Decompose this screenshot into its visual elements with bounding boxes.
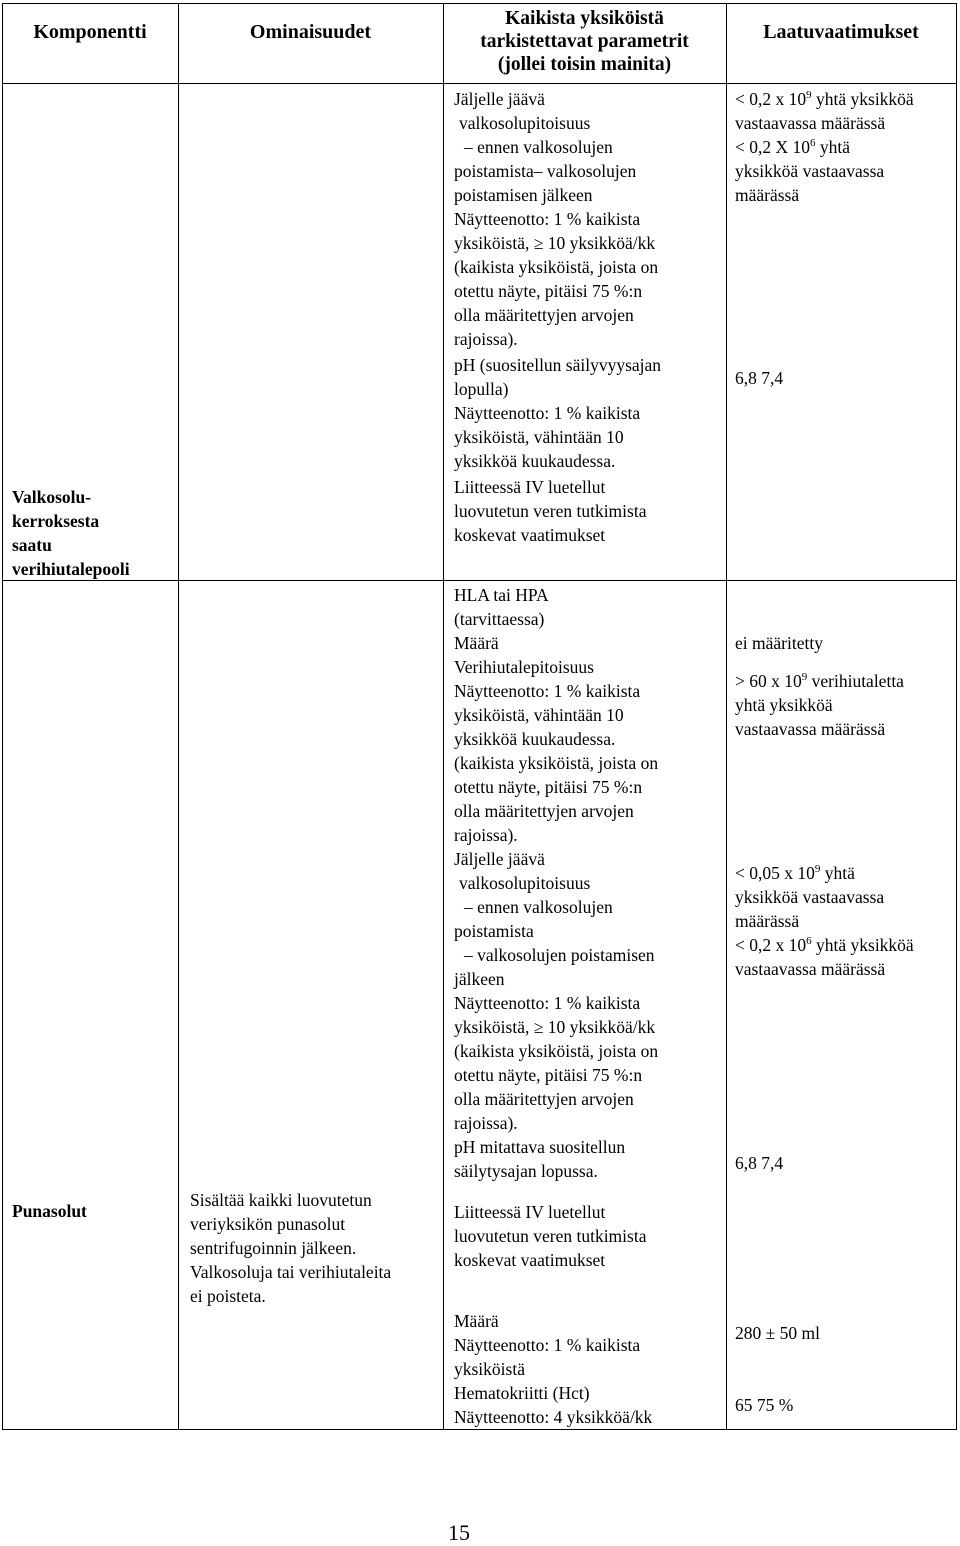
param-line: lopulla) bbox=[454, 379, 509, 399]
row-divider bbox=[2, 580, 957, 581]
param-line: Näytteenotto: 1 % kaikista bbox=[454, 403, 641, 423]
param-line: Hematokriitti (Hct) bbox=[454, 1383, 590, 1403]
quality-text: < 0,05 x 10 bbox=[735, 863, 815, 883]
property-line: veriyksikön punasolut bbox=[190, 1214, 346, 1234]
red-cells-parameters bbox=[454, 583, 658, 1183]
quality-line bbox=[735, 87, 914, 111]
param-line: olla määritettyjen arvojen bbox=[454, 1089, 634, 1109]
platelet-pool-ph-parameter bbox=[454, 353, 661, 473]
param-line: poistamista– valkosolujen bbox=[454, 161, 637, 181]
quality-text: yhtä bbox=[815, 137, 851, 157]
property-line: sentrifugoinnin jälkeen. bbox=[190, 1238, 357, 1258]
table-bottom-border bbox=[2, 1429, 957, 1430]
component-line: verihiutalepooli bbox=[12, 559, 130, 579]
property-line: ei poisteta. bbox=[190, 1286, 266, 1306]
param-line: luovutetun veren tutkimista bbox=[454, 501, 647, 521]
red-cells-hct-quality bbox=[735, 1393, 793, 1417]
quality-line: yhtä yksikköä bbox=[735, 695, 833, 715]
property-line: Sisältää kaikki luovutetun bbox=[190, 1190, 372, 1210]
header-component bbox=[2, 21, 178, 44]
quality-line: vastaavassa määrässä bbox=[735, 719, 886, 739]
quality-line bbox=[735, 933, 914, 957]
quality-text: 65 75 % bbox=[735, 1395, 794, 1415]
param-line: – ennen valkosolujen bbox=[464, 137, 613, 157]
param-line: otettu näyte, pitäisi 75 %:n bbox=[454, 1065, 643, 1085]
param-line: poistamisen jälkeen bbox=[454, 185, 593, 205]
component-text: Punasolut bbox=[12, 1201, 87, 1221]
exponent: 9 bbox=[801, 671, 808, 683]
param-line: Näytteenotto: 1 % kaikista bbox=[454, 1335, 641, 1355]
param-line: Jäljelle jäävä bbox=[454, 89, 545, 109]
param-line: koskevat vaatimukset bbox=[454, 525, 606, 545]
param-line: Näytteenotto: 1 % kaikista bbox=[454, 681, 641, 701]
quality-line bbox=[735, 135, 914, 159]
platelet-pool-annex-parameter bbox=[454, 475, 646, 547]
platelet-pool-component bbox=[12, 485, 130, 581]
quality-text: < 0,2 X 10 bbox=[735, 137, 811, 157]
quality-text: yhtä yksikköä bbox=[811, 935, 914, 955]
quality-line: määrässä bbox=[735, 911, 800, 931]
quality-text: 6,8 7,4 bbox=[735, 1153, 784, 1173]
quality-line bbox=[735, 669, 904, 693]
param-line: Näytteenotto: 1 % kaikista bbox=[454, 209, 641, 229]
exponent: 6 bbox=[806, 935, 812, 947]
component-line: Valkosolu- bbox=[12, 487, 92, 507]
param-line: rajoissa). bbox=[454, 329, 518, 349]
quality-text: < 0,2 x 10 bbox=[735, 89, 807, 109]
param-line: rajoissa). bbox=[454, 825, 518, 845]
red-cells-annex-parameter bbox=[454, 1200, 646, 1272]
header-quality-text: Laatuvaatimukset bbox=[763, 21, 919, 43]
param-line: yksiköistä bbox=[454, 1359, 525, 1379]
header-parameters-line: (jollei toisin mainita) bbox=[497, 54, 672, 75]
param-line: poistamista bbox=[454, 921, 534, 941]
quality-text: ei määritetty bbox=[735, 633, 823, 653]
param-line: (kaikista yksiköistä, joista on bbox=[454, 1041, 659, 1061]
quality-text: 6,8 7,4 bbox=[735, 368, 784, 388]
param-line: – ennen valkosolujen bbox=[464, 897, 613, 917]
quality-text: 280 ± 50 ml bbox=[735, 1323, 820, 1343]
column-divider-1 bbox=[178, 3, 179, 1430]
column-divider-3 bbox=[726, 3, 727, 1430]
param-line: yksiköistä, vähintään 10 bbox=[454, 427, 624, 447]
param-line: (kaikista yksiköistä, joista on bbox=[454, 257, 659, 277]
param-line: rajoissa). bbox=[454, 1113, 518, 1133]
red-cells-wbc-quality bbox=[735, 861, 914, 981]
param-line: otettu näyte, pitäisi 75 %:n bbox=[454, 777, 643, 797]
platelet-pool-ph-quality bbox=[735, 366, 783, 390]
header-parameters bbox=[443, 7, 726, 76]
param-line: valkosolupitoisuus bbox=[459, 113, 591, 133]
param-line: säilytysajan lopussa. bbox=[454, 1161, 598, 1181]
header-parameters-line: tarkistettavat parametrit bbox=[480, 31, 689, 52]
quality-line: vastaavassa määrässä bbox=[735, 959, 886, 979]
red-cells-properties bbox=[190, 1188, 391, 1308]
param-line: Liitteessä IV luetellut bbox=[454, 1202, 606, 1222]
quality-line: määrässä bbox=[735, 185, 800, 205]
page-number: 15 bbox=[448, 1520, 470, 1545]
param-line: – valkosolujen poistamisen bbox=[464, 945, 655, 965]
table-top-border bbox=[2, 3, 957, 4]
quality-text: > 60 x 10 bbox=[735, 671, 802, 691]
red-cells-volume-quality bbox=[735, 1321, 820, 1345]
param-line: yksiköistä, vähintään 10 bbox=[454, 705, 624, 725]
param-line: otettu näyte, pitäisi 75 %:n bbox=[454, 281, 643, 301]
quality-line bbox=[735, 861, 914, 885]
header-quality bbox=[726, 21, 956, 44]
param-line: (kaikista yksiköistä, joista on bbox=[454, 753, 659, 773]
param-line: jälkeen bbox=[454, 969, 505, 989]
param-line: valkosolupitoisuus bbox=[459, 873, 591, 893]
quality-text: yhtä bbox=[820, 863, 855, 883]
param-line: Määrä bbox=[454, 633, 499, 653]
param-line: Liitteessä IV luetellut bbox=[454, 477, 606, 497]
quality-text: yhtä yksikköä bbox=[811, 89, 914, 109]
red-cells-platelet-quality bbox=[735, 669, 904, 741]
quality-text: < 0,2 x 10 bbox=[735, 935, 807, 955]
param-line: HLA tai HPA bbox=[454, 585, 549, 605]
exponent: 9 bbox=[814, 863, 821, 875]
param-line: yksiköistä, ≥ 10 yksikköä/kk bbox=[454, 233, 656, 253]
param-line: luovutetun veren tutkimista bbox=[454, 1226, 647, 1246]
header-component-text: Komponentti bbox=[33, 21, 147, 43]
header-parameters-line: Kaikista yksiköistä bbox=[505, 8, 664, 29]
red-cells-amount-quality bbox=[735, 631, 823, 655]
requirements-table bbox=[2, 3, 957, 1430]
quality-line: yksikköä vastaavassa bbox=[735, 887, 885, 907]
header-properties-text: Ominaisuudet bbox=[249, 21, 372, 43]
platelet-pool-wbc-quality bbox=[735, 87, 914, 207]
param-line: olla määritettyjen arvojen bbox=[454, 801, 634, 821]
red-cells-volume-parameter bbox=[454, 1309, 652, 1429]
param-line: Jäljelle jäävä bbox=[454, 849, 545, 869]
param-line: olla määritettyjen arvojen bbox=[454, 305, 634, 325]
component-line: saatu bbox=[12, 535, 52, 555]
table-left-border bbox=[2, 3, 3, 1430]
param-line: yksiköistä, ≥ 10 yksikköä/kk bbox=[454, 1017, 656, 1037]
quality-line: yksikköä vastaavassa bbox=[735, 161, 885, 181]
param-line: koskevat vaatimukset bbox=[454, 1250, 606, 1270]
param-line: Määrä bbox=[454, 1311, 499, 1331]
param-line: pH (suositellun säilyvyysajan bbox=[454, 355, 662, 375]
table-right-border bbox=[956, 3, 957, 1430]
param-line: (tarvittaessa) bbox=[454, 609, 545, 629]
param-line: Näytteenotto: 1 % kaikista bbox=[454, 993, 641, 1013]
param-line: pH mitattava suositellun bbox=[454, 1137, 626, 1157]
param-line: yksikköä kuukaudessa. bbox=[454, 729, 616, 749]
param-line: Näytteenotto: 4 yksikköä/kk bbox=[454, 1407, 653, 1427]
red-cells-ph-quality bbox=[735, 1151, 783, 1175]
exponent: 6 bbox=[810, 137, 816, 149]
header-bottom-border bbox=[2, 83, 957, 84]
quality-text: verihiutaletta bbox=[807, 671, 904, 691]
param-line: Verihiutalepitoisuus bbox=[454, 657, 594, 677]
column-divider-2 bbox=[443, 3, 444, 1430]
quality-line: vastaavassa määrässä bbox=[735, 113, 886, 133]
exponent: 9 bbox=[806, 89, 812, 101]
component-line: kerroksesta bbox=[12, 511, 100, 531]
header-properties bbox=[178, 21, 443, 44]
property-line: Valkosoluja tai verihiutaleita bbox=[190, 1262, 392, 1282]
param-line: yksikköä kuukaudessa. bbox=[454, 451, 616, 471]
platelet-pool-wbc-parameter bbox=[454, 87, 658, 351]
red-cells-component bbox=[12, 1199, 87, 1223]
